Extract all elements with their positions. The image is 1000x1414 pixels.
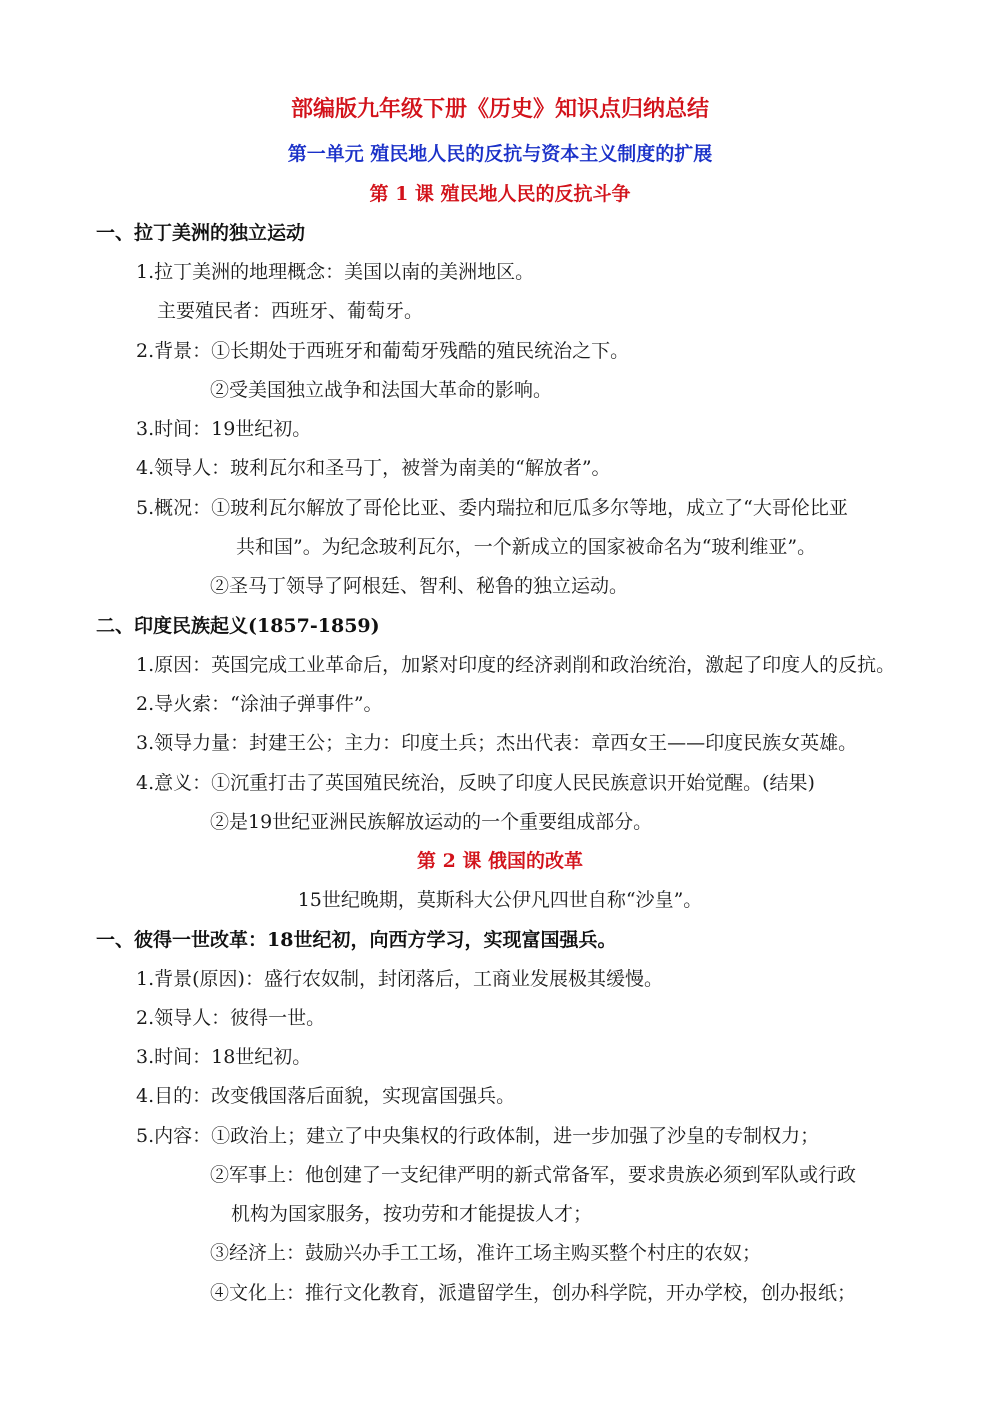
text-line: 共和国”。为纪念玻利瓦尔，一个新成立的国家被命名为“玻利维亚”。	[236, 536, 817, 558]
text-line: ④文化上：推行文化教育，派遣留学生，创办科学院，开办学校，创办报纸；	[210, 1282, 857, 1304]
text-line: 2.背景：①长期处于西班牙和葡萄牙残酷的殖民统治之下。	[136, 340, 630, 362]
text-line: 2.领导人：彼得一世。	[136, 1007, 326, 1029]
unit-title: 第一单元 殖民地人民的反抗与资本主义制度的扩展	[287, 143, 713, 165]
lesson-1-title: 第 1 课 殖民地人民的反抗斗争	[369, 183, 631, 205]
text-line: 4.意义：①沉重打击了英国殖民统治，反映了印度人民民族意识开始觉醒。(结果)	[136, 772, 815, 794]
text-line: 3.时间：19世纪初。	[136, 418, 312, 440]
text-line: ③经济上：鼓励兴办手工工场，准许工场主购买整个村庄的农奴；	[210, 1242, 762, 1264]
text-line: ②圣马丁领导了阿根廷、智利、秘鲁的独立运动。	[210, 575, 629, 597]
section-heading: 一、拉丁美洲的独立运动	[96, 222, 306, 244]
lesson-2-intro: 15世纪晚期，莫斯科大公伊凡四世自称“沙皇”。	[297, 889, 703, 911]
section-heading: 二、印度民族起义(1857-1859)	[96, 615, 380, 637]
text-line: 机构为国家服务，按功劳和才能提拔人才；	[231, 1203, 593, 1225]
section-heading: 一、彼得一世改革：18世纪初，向西方学习，实现富国强兵。	[96, 929, 617, 951]
document-title: 部编版九年级下册《历史》知识点归纳总结	[290, 96, 709, 122]
text-line: 4.领导人：玻利瓦尔和圣马丁，被誉为南美的“解放者”。	[136, 457, 611, 479]
text-line: 3.领导力量：封建王公；主力：印度土兵；杰出代表：章西女王——印度民族女英雄。	[136, 732, 858, 754]
text-line: 4.目的：改变俄国落后面貌，实现富国强兵。	[136, 1085, 516, 1107]
text-line: ②受美国独立战争和法国大革命的影响。	[210, 379, 553, 401]
text-line: ②是19世纪亚洲民族解放运动的一个重要组成部分。	[210, 811, 653, 833]
lesson-2-title: 第 2 课 俄国的改革	[416, 850, 584, 872]
text-line: 1.背景(原因)：盛行农奴制，封闭落后，工商业发展极其缓慢。	[136, 968, 663, 990]
text-line: 5.概况：①玻利瓦尔解放了哥伦比亚、委内瑞拉和厄瓜多尔等地，成立了“大哥伦比亚	[136, 497, 848, 519]
text-line: 1.原因：英国完成工业革命后，加紧对印度的经济剥削和政治统治，激起了印度人的反抗。	[136, 654, 896, 676]
text-line: 2.导火索：“涂油子弹事件”。	[136, 693, 383, 715]
text-line: ②军事上：他创建了一支纪律严明的新式常备军，要求贵族必须到军队或行政	[210, 1164, 857, 1186]
text-line: 5.内容：①政治上；建立了中央集权的行政体制，进一步加强了沙皇的专制权力；	[136, 1125, 820, 1147]
text-line: 1.拉丁美洲的地理概念：美国以南的美洲地区。	[136, 261, 535, 283]
text-line: 3.时间：18世纪初。	[136, 1046, 312, 1068]
text-line: 主要殖民者：西班牙、葡萄牙。	[157, 300, 424, 322]
